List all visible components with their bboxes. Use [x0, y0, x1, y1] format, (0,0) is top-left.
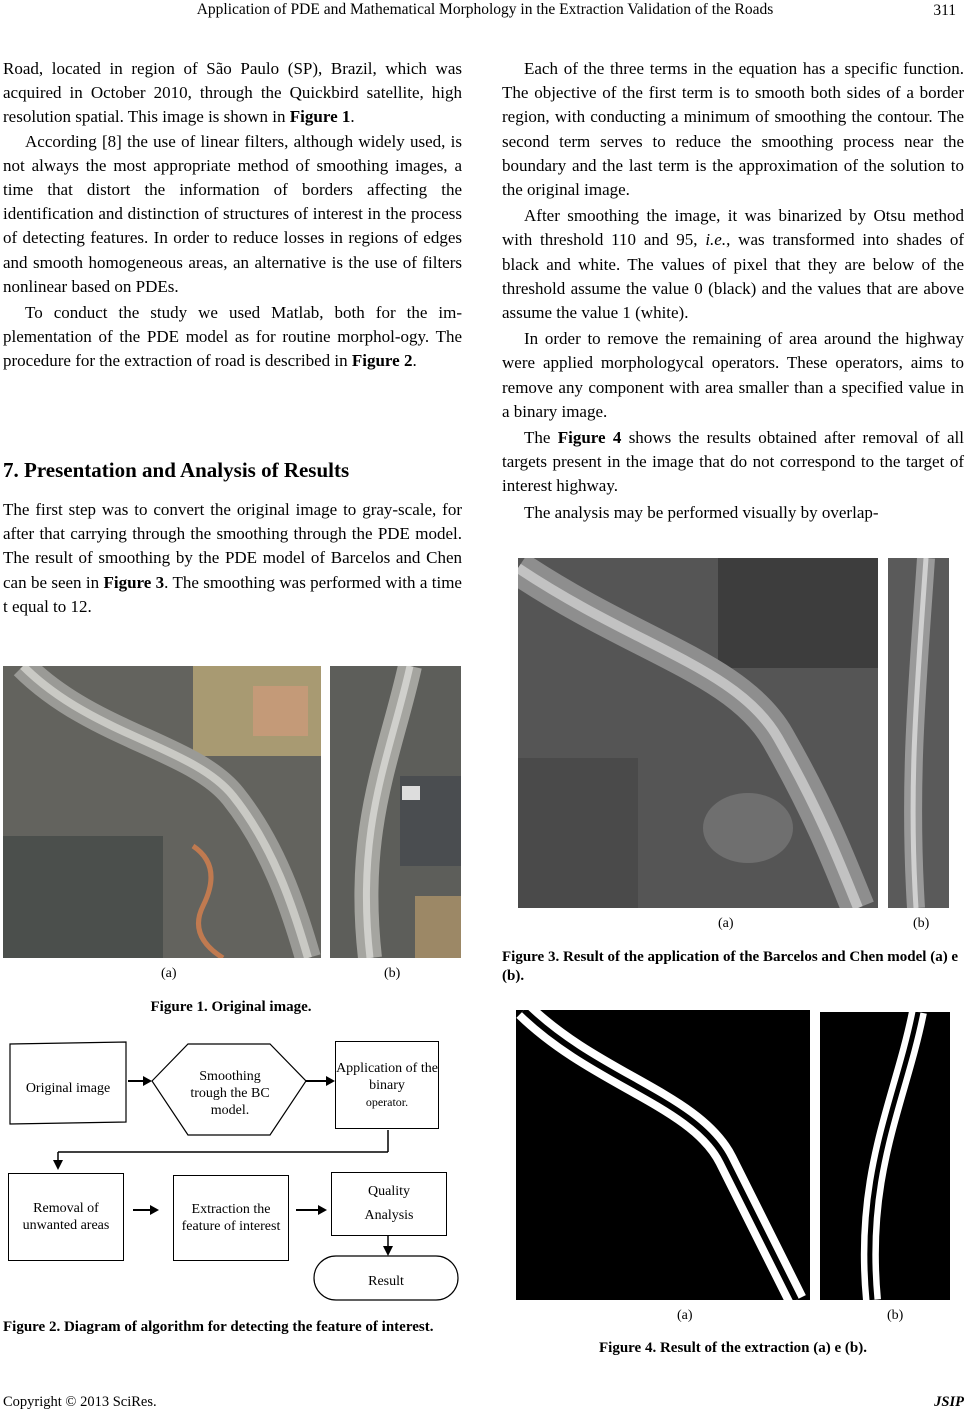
paragraph: After smoothing the image, it was binarized by Otsu method with threshold 110 and 95, i.e., was transformed into shades of black and white. The values of pixel that they are below of the threshold assume the value 0 (black) and the values that are above assume the value 1 (white). — [502, 206, 964, 323]
page-header — [0, 0, 970, 26]
flow-result: Result — [368, 1274, 404, 1289]
page-number: 311 — [933, 2, 956, 19]
right-column-text — [502, 57, 964, 525]
subfigure-label-b: (b) — [913, 916, 930, 931]
left-column-top — [3, 57, 462, 374]
figure-ref: Figure 4 — [557, 428, 622, 448]
figure-1b-image — [330, 666, 461, 958]
figure-3b-image — [888, 558, 949, 908]
subfigure-label-a: (a) — [677, 1308, 693, 1323]
paragraph: The analysis may be performed visually by overlap- — [524, 502, 879, 522]
section-heading: 7. Presentation and Analysis of Results — [3, 458, 350, 482]
flow-original-image: Original image — [25, 1080, 111, 1096]
subfigure-label-b: (b) — [384, 966, 401, 981]
aerial-photo-a — [3, 666, 321, 958]
subfigure-label-b: (b) — [887, 1308, 904, 1323]
flow-removal: Removal of unwanted areas — [8, 1173, 124, 1261]
paragraph: To conduct the study we used Matlab, both for the im-plementation of the PDE model as for routine morphol-ogy. The procedure for the extraction of road is described in Figure 2. — [3, 303, 462, 371]
smoothed-image-a — [518, 558, 878, 908]
flow-quality-analysis: Quality Analysis — [331, 1172, 447, 1236]
left-column-bottom — [3, 498, 462, 619]
subfigure-label-a: (a) — [161, 966, 177, 981]
flow-extraction: Extraction the feature of interest — [173, 1175, 289, 1261]
paragraph: According [8] the use of linear filters, although widely used, is not always the most appropriate method of smoothing images, a time that distort the information of borders affecting the identification and distinction of structures of interest in the process of detecting features. In order to reduce losses in regions of edges and smooth homogeneous areas, an alternative is the use of filters nonlinear based on PDEs. — [3, 131, 462, 296]
flow-smoothing: Smoothing trough the BC model. — [190, 1068, 270, 1118]
paragraph: In order to remove the remaining of area around the highway were applied morphologycal operators. These operators, aims to remove any component with area smaller than a specified value in a binary image. — [502, 329, 964, 421]
smoothed-image-b — [888, 558, 949, 908]
figure-1a-image — [3, 666, 321, 958]
figure-ref: Figure 3 — [103, 572, 165, 592]
paragraph: The first step was to convert the original image to gray-scale, for after that carrying through the smoothing through the PDE model. The result of smoothing by the PDE model of Barcelos and Chen can be seen in Figure 3. The smoothing was performed with a time t equal to 12. — [3, 500, 462, 616]
figure-4-caption: Figure 4. Result of the extraction (a) e (b). — [599, 1340, 867, 1356]
running-title: Application of PDE and Mathematical Morphology in the Extraction Validation of the Roads — [196, 1, 774, 18]
paragraph: Each of the three terms in the equation has a specific function. The objective of the first term is to smooth both sides of a border region, with conducting a minimum of smoothing the contour. The second term serves to reduce the smoothing process near the boundary and the last term is the approximation of the solution to the original image. — [502, 59, 964, 200]
journal-name: JSIP — [934, 1394, 964, 1410]
figure-3-caption: Figure 3. Result of the application of the Barcelos and Chen model (a) e (b). — [502, 949, 959, 984]
aerial-photo-b — [330, 666, 461, 958]
figure-1-caption: Figure 1. Original image. — [150, 999, 312, 1015]
subfigure-label-a: (a) — [718, 916, 734, 931]
paragraph: The Figure 4 shows the results obtained after removal of all targets present in the image that do not correspond to the target of interest highway. — [502, 428, 964, 496]
flow-binary-operator: Application of the binary operator. — [335, 1041, 439, 1129]
figure-ref: Figure 1 — [289, 107, 351, 127]
binary-road-a — [516, 1010, 810, 1300]
figure-4b-image — [820, 1012, 950, 1300]
figure-2-caption: Figure 2. Diagram of algorithm for detecting the feature of interest. — [3, 1319, 434, 1335]
figure-ref: Figure 2 — [351, 351, 413, 371]
binary-road-b — [820, 1012, 950, 1300]
figure-3a-image — [518, 558, 878, 908]
copyright: Copyright © 2013 SciRes. — [3, 1394, 157, 1410]
paragraph: Road, located in region of São Paulo (SP), Brazil, which was acquired in October 2010, through the Quickbird satellite, high resolution spatial. This image is shown in Figure 1. — [3, 59, 462, 127]
figure-4a-image — [516, 1010, 810, 1300]
